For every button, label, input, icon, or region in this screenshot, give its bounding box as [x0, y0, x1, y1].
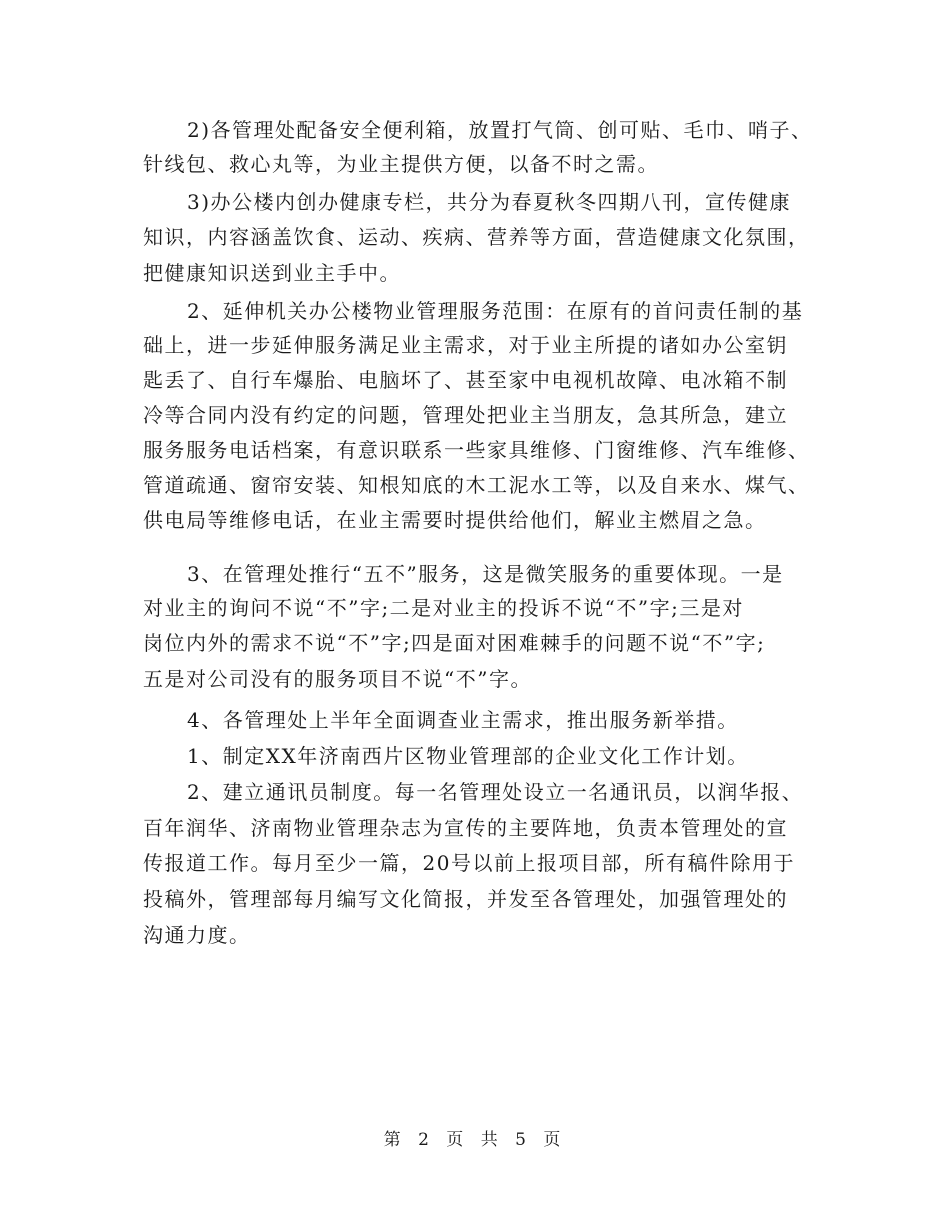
text-line: 针线包、救心丸等，为业主提供方便，以备不时之需。 [143, 152, 659, 176]
text-line: 3)办公楼内创办健康专栏，共分为春夏秋冬四期八刊，宣传健康 [187, 190, 792, 214]
text-line: 知识，内容涵盖饮食、运动、疾病、营养等方面，营造健康文化氛围， [143, 225, 810, 249]
text-line: 3、在管理处推行“五不”服务，这是微笑服务的重要体现。一是 [187, 562, 784, 586]
text-line: 1、制定XX年济南西片区物业管理部的企业文化工作计划。 [187, 744, 749, 768]
text-line: 管道疏通、窗帘安装、知根知底的木工泥水工等，以及自来水、煤气、 [143, 473, 810, 497]
text-line: 础上，进一步延伸服务满足业主需求，对于业主所提的诸如办公室钥 [143, 333, 788, 357]
text-line: 服务服务电话档案，有意识联系一些家具维修、门窗维修、汽车维修、 [143, 438, 810, 462]
text-line: 把健康知识送到业主手中。 [143, 261, 401, 285]
text-line: 传报道工作。每月至少一篇，20号以前上报项目部，所有稿件除用于 [143, 851, 795, 875]
page-number-footer: 第 2 页 共 5 页 [383, 1130, 567, 1150]
text-line: 4、各管理处上半年全面调查业主需求，推出服务新举措。 [187, 708, 739, 732]
text-line: 五是对公司没有的服务项目不说“不”字。 [143, 667, 532, 691]
text-line: 供电局等维修电话，在业主需要时提供给他们，解业主燃眉之急。 [143, 508, 767, 532]
text-line: 百年润华、济南物业管理杂志为宣传的主要阵地，负责本管理处的宣 [143, 816, 788, 840]
text-line: 岗位内外的需求不说“不”字;四是面对困难棘手的问题不说“不”字; [143, 631, 766, 655]
text-line: 2、延伸机关办公楼物业管理服务范围：在原有的首问责任制的基 [187, 299, 804, 323]
text-line: 2)各管理处配备安全便利箱，放置打气筒、创可贴、毛巾、哨子、 [187, 118, 813, 142]
text-line: 投稿外，管理部每月编写文化简报，并发至各管理处，加强管理处的 [143, 887, 788, 911]
text-line: 2、建立通讯员制度。每一名管理处设立一名通讯员，以润华报、 [187, 780, 804, 804]
text-line: 对业主的询问不说“不”字;二是对业主的投诉不说“不”字;三是对 [143, 596, 744, 620]
text-line: 匙丢了、自行车爆胎、电脑坏了、甚至家中电视机故障、电冰箱不制 [143, 368, 788, 392]
text-line: 冷等合同内没有约定的问题，管理处把业主当朋友，急其所急，建立 [143, 403, 788, 427]
text-line: 沟通力度。 [143, 923, 251, 947]
